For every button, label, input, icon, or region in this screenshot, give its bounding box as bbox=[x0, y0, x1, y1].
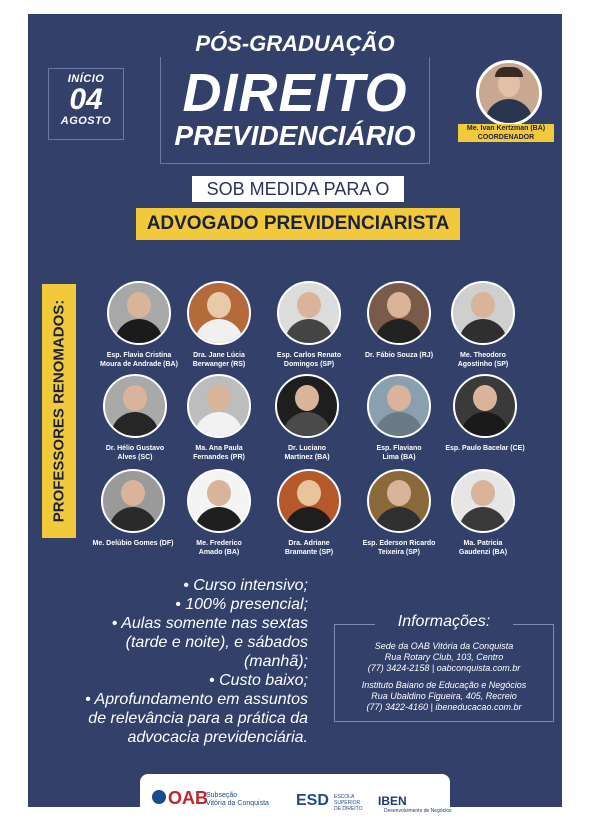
feature-line: • Aprofundamento em assuntos bbox=[85, 691, 308, 708]
professor-photo bbox=[101, 469, 165, 533]
feature-line: advocacia previdenciária. bbox=[127, 729, 308, 746]
start-date-box bbox=[48, 68, 124, 140]
professor-card: Esp. Flavia Cristina Moura de Andrade (BA) bbox=[94, 281, 184, 369]
esd-subtitle: ESCOLA SUPERIOR DE DIREITO bbox=[334, 794, 363, 812]
professor-photo bbox=[367, 374, 431, 438]
professor-card: Esp. Ederson Ricardo Teixeira (SP) bbox=[354, 469, 444, 557]
esd-logo: ESD bbox=[296, 792, 329, 809]
professor-photo bbox=[277, 281, 341, 345]
info-line: Rua Rotary Club, 103, Centro bbox=[384, 652, 504, 662]
iben-subtitle: Desenvolvimento de Negócios bbox=[384, 808, 452, 814]
feature-line: de relevância para a prática da bbox=[88, 710, 308, 727]
professor-card: Me. Frederico Amado (BA) bbox=[174, 469, 264, 557]
start-month: AGOSTO bbox=[60, 115, 112, 127]
professor-photo bbox=[453, 374, 517, 438]
info-line: (77) 3422-4160 | ibeneducacao.com.br bbox=[366, 702, 522, 712]
feature-line: • Curso intensivo; bbox=[183, 577, 308, 594]
professor-card: Esp. Carlos Renato Domingos (SP) bbox=[264, 281, 354, 369]
professor-card: Me. Theodoro Agostinho (SP) bbox=[438, 281, 528, 369]
professor-card: Dra. Adriane Bramante (SP) bbox=[264, 469, 354, 557]
professor-card: Ma. Ana Paula Fernandes (PR) bbox=[174, 374, 264, 462]
subtitle-line1: SOB MEDIDA PARA O bbox=[192, 176, 404, 202]
coordinator-role: COORDENADOR bbox=[477, 134, 535, 141]
iben-logo: IBEN bbox=[378, 794, 407, 808]
oab-globe-icon bbox=[152, 790, 166, 804]
professor-photo bbox=[275, 374, 339, 438]
professor-photo bbox=[451, 469, 515, 533]
professor-card: Dr. Fábio Souza (RJ) bbox=[354, 281, 444, 360]
feature-line: • Aulas somente nas sextas bbox=[111, 615, 308, 632]
professor-card: Esp. Flaviano Lima (BA) bbox=[354, 374, 444, 462]
professor-photo bbox=[367, 469, 431, 533]
feature-line: • 100% presencial; bbox=[175, 596, 308, 613]
info-line: Sede da OAB Vitória da Conquista bbox=[374, 641, 514, 651]
coordinator-label bbox=[458, 124, 554, 142]
professor-card: Dr. Hélio Gustavo Alves (SC) bbox=[90, 374, 180, 462]
inicio-label: INÍCIO bbox=[67, 73, 105, 85]
pos-graduacao-label: PÓS-GRADUAÇÃO bbox=[151, 31, 439, 57]
info-line: Instituto Baiano de Educação e Negócios bbox=[361, 680, 527, 690]
feature-line: • Custo baixo; bbox=[209, 672, 308, 689]
info-box bbox=[334, 613, 554, 722]
coordinator-photo bbox=[476, 60, 542, 126]
professor-photo bbox=[187, 469, 251, 533]
course-title-box bbox=[160, 31, 430, 164]
professor-photo bbox=[277, 469, 341, 533]
professors-label-bar bbox=[42, 284, 76, 538]
title-previdenciario: PREVIDENCIÁRIO bbox=[174, 120, 416, 151]
info-line: (77) 3424-2158 | oabconquista.com.br bbox=[367, 663, 521, 673]
start-day: 04 bbox=[69, 83, 103, 116]
professor-photo bbox=[187, 374, 251, 438]
professor-photo bbox=[367, 281, 431, 345]
title-direito: DIREITO bbox=[182, 63, 408, 123]
feature-line: (manhã); bbox=[243, 653, 308, 670]
professor-photo bbox=[103, 374, 167, 438]
professor-card: Dr. Luciano Martinez (BA) bbox=[262, 374, 352, 462]
professor-card: Ma. Patricia Gaudenzi (BA) bbox=[438, 469, 528, 557]
feature-line: (tarde e noite), e sábados bbox=[125, 634, 308, 651]
oab-logo: OAB bbox=[168, 788, 208, 808]
professor-photo bbox=[187, 281, 251, 345]
professor-card: Esp. Paulo Bacelar (CE) bbox=[440, 374, 530, 453]
professor-photo bbox=[451, 281, 515, 345]
info-body bbox=[335, 641, 553, 713]
info-line: Rua Ubaldino Figueira, 405, Recreio bbox=[371, 691, 517, 701]
info-title: Informações: bbox=[375, 613, 513, 631]
coordinator-name: Me. Ivan Kertzman (BA) bbox=[466, 125, 546, 132]
professor-card: Dra. Jane Lúcia Berwanger (RS) bbox=[174, 281, 264, 369]
course-features-list bbox=[44, 576, 308, 747]
subtitle-line2: ADVOGADO PREVIDENCIARISTA bbox=[136, 208, 460, 240]
professor-photo bbox=[107, 281, 171, 345]
professor-card: Me. Delúbio Gomes (DF) bbox=[88, 469, 178, 548]
oab-subsecao: Subseção Vitória da Conquista bbox=[206, 792, 269, 807]
professors-label: PROFESSORES RENOMADOS: bbox=[50, 299, 68, 523]
